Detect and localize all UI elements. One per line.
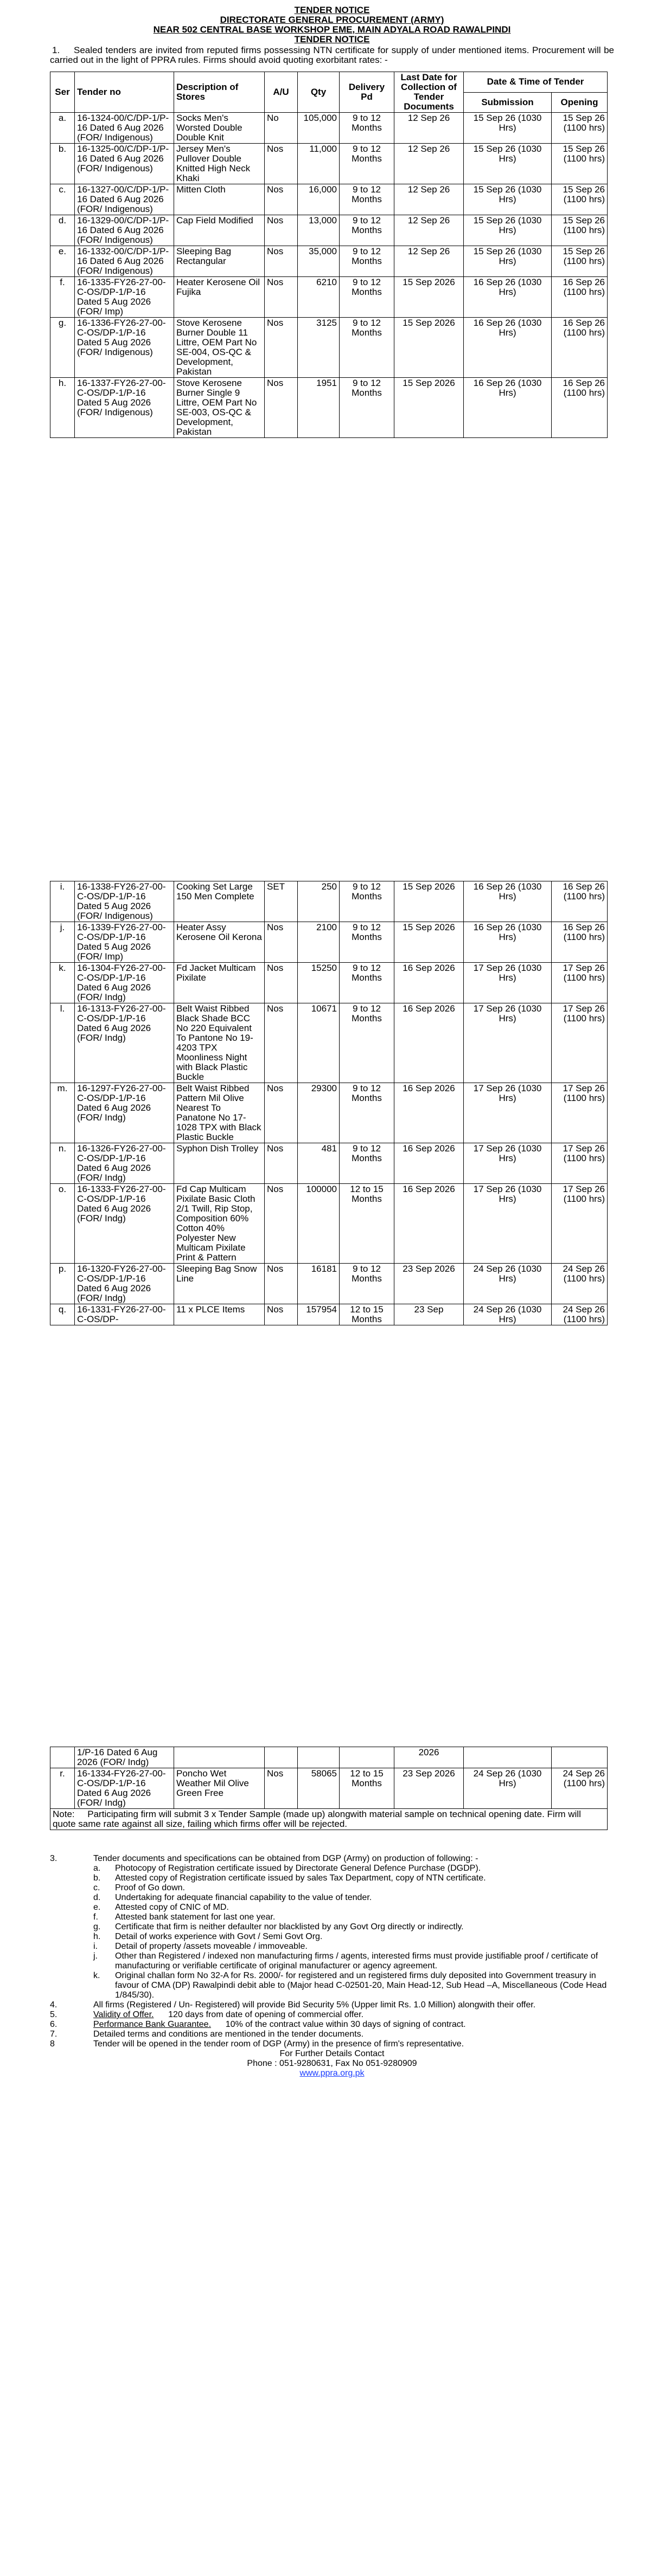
cell-last-date: 16 Sep 2026 (394, 1184, 464, 1264)
header-directorate: DIRECTORATE GENERAL PROCUREMENT (ARMY) (220, 15, 444, 25)
cell-ser: i. (50, 881, 75, 922)
header-au: A/U (265, 72, 298, 113)
term-5: 5. Validity of Offer. 120 days from date of opening of commercial offer. (50, 2010, 364, 2019)
cell-submission: 17 Sep 26 (1030 Hrs) (464, 1083, 552, 1143)
intro-paragraph (50, 46, 614, 65)
requirement-text: Attested copy of Registration certificate issued by sales Tax Department, copy of NTN certificate. (115, 1873, 486, 1883)
cell-au: Nos (265, 1768, 298, 1809)
cell-delivery: 12 to 15 Months (340, 1768, 394, 1809)
ppra-link[interactable]: www.ppra.org.pk (299, 2069, 365, 2078)
table-row (50, 215, 608, 246)
requirement-item (50, 1883, 614, 1893)
cell-au: Nos (265, 1264, 298, 1304)
table-row (50, 1264, 608, 1304)
note-row (50, 1809, 608, 1830)
requirement-item (50, 1942, 614, 1952)
cell-continued: 1/P-16 Dated 6 Aug 2026 (FOR/ Indg) (75, 1747, 174, 1768)
requirement-item (50, 1952, 614, 1971)
cell-qty: 16,000 (298, 184, 340, 215)
table-row (50, 1184, 608, 1264)
header-last-date: Last Date for Collection of Tender Documents (394, 72, 464, 113)
cell-description: Poncho Wet Weather Mil Olive Green Free (174, 1768, 265, 1809)
cell-submission: 17 Sep 26 (1030 Hrs) (464, 963, 552, 1003)
cell-qty: 105,000 (298, 113, 340, 144)
intro-text: Sealed tenders are invited from reputed firms possessing NTN certificate for supply of under mentioned items. Procurement will be carried out in the light of PPRA rules. Firms should avoid quoting exorbitant rates: - (50, 45, 614, 65)
header-date-time: Date & Time of Tender (464, 72, 608, 93)
cell-delivery: 9 to 12 Months (340, 246, 394, 277)
cell-qty: 10671 (298, 1003, 340, 1083)
cell-delivery: 9 to 12 Months (340, 277, 394, 318)
cell-submission: 24 Sep 26 (1030 Hrs) (464, 1304, 552, 1325)
cell-tender-no: 16-1336-FY26-27-00-C-OS/DP-1/P-16 Dated 5 Aug 2026 (FOR/ Indigenous) (75, 318, 174, 378)
note-label: Note: (53, 1809, 75, 1819)
term-6: 6. Performance Bank Guarantee. 10% of the contract value within 30 days of signing of contract. (50, 2020, 466, 2029)
tender-table-part-1 (50, 72, 608, 438)
cell-opening: 16 Sep 26 (1100 hrs) (552, 277, 608, 318)
cell-opening: 15 Sep 26 (1100 hrs) (552, 113, 608, 144)
cell-submission: 15 Sep 26 (1030 Hrs) (464, 246, 552, 277)
requirement-letter: h. (93, 1932, 101, 1941)
cell-tender-no: 16-1335-FY26-27-00-C-OS/DP-1/P-16 Dated 5 Aug 2026 (FOR/ Imp) (75, 277, 174, 318)
requirement-letter: e. (93, 1903, 101, 1912)
note-text: Participating firm will submit 3 x Tender Sample (made up) alongwith material sample on technical opening date. Firm will quote same rate against all size, failing which firms offer will be rejected. (53, 1809, 581, 1829)
cell-tender-no: 16-1325-00/C/DP-1/P-16 Dated 6 Aug 2026 (FOR/ Indigenous) (75, 144, 174, 184)
cell-last-date: 23 Sep 2026 (394, 1768, 464, 1809)
cell-submission: 16 Sep 26 (1030 Hrs) (464, 922, 552, 963)
cell-au: Nos (265, 922, 298, 963)
cell-au: SET (265, 881, 298, 922)
cell-last-date: 23 Sep 2026 (394, 1264, 464, 1304)
cell-au: Nos (265, 963, 298, 1003)
cell-last-date: 16 Sep 2026 (394, 1083, 464, 1143)
cell-qty: 2100 (298, 922, 340, 963)
cell-continued (340, 1747, 394, 1768)
notice-header (0, 0, 664, 44)
requirement-item (50, 1922, 614, 1932)
cell-last-date: 12 Sep 26 (394, 246, 464, 277)
cell-tender-no: 16-1324-00/C/DP-1/P-16 Dated 6 Aug 2026 (FOR/ Indigenous) (75, 113, 174, 144)
cell-au: Nos (265, 246, 298, 277)
cell-delivery: 9 to 12 Months (340, 144, 394, 184)
cell-au: Nos (265, 378, 298, 438)
cell-opening: 16 Sep 26 (1100 hrs) (552, 318, 608, 378)
cell-qty: 35,000 (298, 246, 340, 277)
cell-ser: c. (50, 184, 75, 215)
cell-submission: 16 Sep 26 (1030 Hrs) (464, 881, 552, 922)
term-3: 3. Tender documents and specifications can be obtained from DGP (Army) on production of following: - (50, 1854, 478, 1863)
cell-opening: 15 Sep 26 (1100 hrs) (552, 144, 608, 184)
cell-submission: 17 Sep 26 (1030 Hrs) (464, 1143, 552, 1184)
cell-submission: 17 Sep 26 (1030 Hrs) (464, 1184, 552, 1264)
cell-last-date: 16 Sep 2026 (394, 1143, 464, 1184)
header-address: NEAR 502 CENTRAL BASE WORKSHOP EME, MAIN ADYALA ROAD RAWALPINDI (153, 24, 511, 35)
cell-submission: 15 Sep 26 (1030 Hrs) (464, 184, 552, 215)
cell-tender-no: 16-1331-FY26-27-00-C-OS/DP- (75, 1304, 174, 1325)
cell-opening: 17 Sep 26 (1100 hrs) (552, 1003, 608, 1083)
cell-description: Cap Field Modified (174, 215, 265, 246)
table-row (50, 881, 608, 922)
cell-au: Nos (265, 1184, 298, 1264)
cell-au: Nos (265, 318, 298, 378)
cell-tender-no: 16-1338-FY26-27-00-C-OS/DP-1/P-16 Dated 5 Aug 2026 (FOR/ Indigenous) (75, 881, 174, 922)
cell-tender-no: 16-1313-FY26-27-00-C-OS/DP-1/P-16 Dated 6 Aug 2026 (FOR/ Indg) (75, 1003, 174, 1083)
table-row (50, 1143, 608, 1184)
cell-opening: 24 Sep 26 (1100 hrs) (552, 1264, 608, 1304)
cell-qty: 13,000 (298, 215, 340, 246)
cell-opening: 16 Sep 26 (1100 hrs) (552, 922, 608, 963)
term-7: 7. Detailed terms and conditions are mentioned in the tender documents. (50, 2030, 364, 2039)
requirement-item (50, 1873, 614, 1883)
cell-ser: n. (50, 1143, 75, 1184)
cell-last-date: 15 Sep 2026 (394, 922, 464, 963)
requirement-text: Detail of works experience with Govt / Semi Govt Org. (115, 1932, 323, 1941)
cell-ser: f. (50, 277, 75, 318)
cell-tender-no: 16-1333-FY26-27-00-C-OS/DP-1/P-16 Dated 6 Aug 2026 (FOR/ Indg) (75, 1184, 174, 1264)
header-tender-no: Tender no (75, 72, 174, 113)
cell-qty: 1951 (298, 378, 340, 438)
cell-ser: e. (50, 246, 75, 277)
cell-description: Sleeping Bag Snow Line (174, 1264, 265, 1304)
cell-last-date: 15 Sep 2026 (394, 881, 464, 922)
table-row (50, 1003, 608, 1083)
requirement-letter: f. (93, 1912, 98, 1922)
requirement-text: Detail of property /assets moveable / immoveable. (115, 1942, 308, 1951)
cell-last-date: 12 Sep 26 (394, 215, 464, 246)
tender-table-part-3 (50, 1747, 608, 1830)
table-row (50, 922, 608, 963)
table-row (50, 246, 608, 277)
cell-qty: 58065 (298, 1768, 340, 1809)
cell-submission: 15 Sep 26 (1030 Hrs) (464, 113, 552, 144)
requirement-text: Proof of Go down. (115, 1883, 185, 1892)
cell-delivery: 9 to 12 Months (340, 922, 394, 963)
cell-continued (174, 1747, 265, 1768)
requirement-letter: g. (93, 1922, 101, 1931)
cell-last-date: 15 Sep 2026 (394, 378, 464, 438)
cell-ser: d. (50, 215, 75, 246)
requirement-text: Original challan form No 32-A for Rs. 2000/- for registered and un registered firms duly deposited into Government treasury in favour of CMA (DP) Rawalpindi debit able to (Major head C-02501-20, Main Head-12, Sub Head –A, Miscellaneous (Code Head 1/845/30). (115, 1971, 607, 2000)
cell-last-date: 15 Sep 2026 (394, 277, 464, 318)
cell-submission: 15 Sep 26 (1030 Hrs) (464, 144, 552, 184)
cell-qty: 481 (298, 1143, 340, 1184)
cell-opening: 15 Sep 26 (1100 hrs) (552, 184, 608, 215)
table-row (50, 318, 608, 378)
cell-last-date: 16 Sep 2026 (394, 963, 464, 1003)
cell-delivery: 9 to 12 Months (340, 318, 394, 378)
cell-qty: 100000 (298, 1184, 340, 1264)
cell-description: Heater Kerosene Oil Fujika (174, 277, 265, 318)
cell-description: Sleeping Bag Rectangular (174, 246, 265, 277)
intro-number: 1. (52, 45, 60, 55)
cell-qty: 11,000 (298, 144, 340, 184)
requirement-item (50, 1864, 614, 1873)
cell-delivery: 9 to 12 Months (340, 184, 394, 215)
cell-ser: g. (50, 318, 75, 378)
cell-opening: 24 Sep 26 (1100 hrs) (552, 1304, 608, 1325)
requirement-item (50, 1903, 614, 1912)
cell-continued (464, 1747, 552, 1768)
cell-delivery: 9 to 12 Months (340, 881, 394, 922)
cell-description: Syphon Dish Trolley (174, 1143, 265, 1184)
header-ser: Ser (50, 72, 75, 113)
cell-delivery: 9 to 12 Months (340, 113, 394, 144)
cell-ser: o. (50, 1184, 75, 1264)
table-row (50, 277, 608, 318)
table-row (50, 144, 608, 184)
table-row (50, 184, 608, 215)
cell-au: Nos (265, 184, 298, 215)
cell-delivery: 9 to 12 Months (340, 1083, 394, 1143)
cell-description: Stove Kerosene Burner Double 11 Littre, OEM Part No SE-004, OS-QC & Development, Pakistan (174, 318, 265, 378)
cell-au: Nos (265, 1003, 298, 1083)
cell-submission: 24 Sep 26 (1030 Hrs) (464, 1768, 552, 1809)
cell-qty: 250 (298, 881, 340, 922)
cell-tender-no: 16-1334-FY26-27-00-C-OS/DP-1/P-16 Dated 6 Aug 2026 (FOR/ Indg) (75, 1768, 174, 1809)
cell-tender-no: 16-1327-00/C/DP-1/P-16 Dated 6 Aug 2026 (FOR/ Indigenous) (75, 184, 174, 215)
cell-submission: 16 Sep 26 (1030 Hrs) (464, 318, 552, 378)
cell-opening: 17 Sep 26 (1100 hrs) (552, 963, 608, 1003)
term-8: 8 Tender will be opened in the tender room of DGP (Army) in the presence of firm's representative. (50, 2039, 464, 2049)
cell-au: No (265, 113, 298, 144)
cell-tender-no: 16-1339-FY26-27-00-C-OS/DP-1/P-16 Dated 5 Aug 2026 (FOR/ Imp) (75, 922, 174, 963)
header-description: Description of Stores (174, 72, 265, 113)
cell-description: Jersey Men's Pullover Double Knitted High Neck Khaki (174, 144, 265, 184)
requirement-letter: d. (93, 1893, 101, 1902)
cell-au: Nos (265, 1083, 298, 1143)
cell-delivery: 12 to 15 Months (340, 1304, 394, 1325)
cell-submission: 15 Sep 26 (1030 Hrs) (464, 215, 552, 246)
cell-qty: 3125 (298, 318, 340, 378)
cell-delivery: 9 to 12 Months (340, 1264, 394, 1304)
requirement-item (50, 1932, 614, 1942)
cell-continued (552, 1747, 608, 1768)
cell-submission: 16 Sep 26 (1030 Hrs) (464, 378, 552, 438)
table-row (50, 378, 608, 438)
cell-opening: 15 Sep 26 (1100 hrs) (552, 246, 608, 277)
cell-opening: 15 Sep 26 (1100 hrs) (552, 215, 608, 246)
header-subtitle: TENDER NOTICE (294, 34, 370, 44)
cell-description: Fd Cap Multicam Pixilate Basic Cloth 2/1 Twill, Rip Stop, Composition 60% Cotton 40% Polyester New Multicam Pixilate Print & Pattern (174, 1184, 265, 1264)
cell-ser: k. (50, 963, 75, 1003)
requirement-letter: b. (93, 1873, 101, 1883)
cell-submission: 17 Sep 26 (1030 Hrs) (464, 1003, 552, 1083)
cell-qty: 16181 (298, 1264, 340, 1304)
requirement-item (50, 1893, 614, 1903)
cell-opening: 17 Sep 26 (1100 hrs) (552, 1083, 608, 1143)
cell-au: Nos (265, 215, 298, 246)
contact-footer (50, 2049, 614, 2078)
cell-description: 11 x PLCE Items (174, 1304, 265, 1325)
cell-delivery: 9 to 12 Months (340, 963, 394, 1003)
contact-phone: Phone : 051-9280631, Fax No 051-9280909 (247, 2059, 417, 2068)
term-4: 4. All firms (Registered / Un- Registered) will provide Bid Security 5% (Upper limit Rs. 1.0 Million) alongwith their offer. (50, 2000, 536, 2010)
cell-tender-no: 16-1320-FY26-27-00-C-OS/DP-1/P-16 Dated 6 Aug 2026 (FOR/ Indg) (75, 1264, 174, 1304)
cell-qty: 29300 (298, 1083, 340, 1143)
requirement-letter: a. (93, 1864, 101, 1873)
cell-last-date: 12 Sep 26 (394, 113, 464, 144)
cell-au: Nos (265, 1304, 298, 1325)
cell-delivery: 9 to 12 Months (340, 215, 394, 246)
header-opening: Opening (552, 92, 608, 113)
requirement-letter: j. (93, 1952, 98, 1961)
cell-opening: 17 Sep 26 (1100 hrs) (552, 1184, 608, 1264)
cell-au: Nos (265, 144, 298, 184)
cell-ser: j. (50, 922, 75, 963)
cell-qty: 6210 (298, 277, 340, 318)
cell-description: Belt Waist Ribbed Black Shade BCC No 220 Equivalent To Pantone No 19-4203 TPX Moonliness Night with Black Plastic Buckle (174, 1003, 265, 1083)
cell-last-date: 12 Sep 26 (394, 184, 464, 215)
contact-heading: For Further Details Contact (279, 2049, 385, 2058)
cell-description: Cooking Set Large 150 Men Complete (174, 881, 265, 922)
cell-description: Socks Men's Worsted Double Double Knit (174, 113, 265, 144)
requirement-letter: c. (93, 1883, 100, 1892)
cell-last-date: 16 Sep 2026 (394, 1003, 464, 1083)
cell-ser: m. (50, 1083, 75, 1143)
cell-tender-no: 16-1337-FY26-27-00-C-OS/DP-1/P-16 Dated 5 Aug 2026 (FOR/ Indigenous) (75, 378, 174, 438)
cell-tender-no: 16-1304-FY26-27-00-C-OS/DP-1/P-16 Dated 6 Aug 2026 (FOR/ Indg) (75, 963, 174, 1003)
table-row (50, 113, 608, 144)
cell-opening: 16 Sep 26 (1100 hrs) (552, 378, 608, 438)
cell-continued (265, 1747, 298, 1768)
cell-ser: h. (50, 378, 75, 438)
table-row (50, 1083, 608, 1143)
cell-tender-no: 16-1332-00/C/DP-1/P-16 Dated 6 Aug 2026 (FOR/ Indigenous) (75, 246, 174, 277)
cell-tender-no: 16-1326-FY26-27-00-C-OS/DP-1/P-16 Dated 6 Aug 2026 (FOR/ Indg) (75, 1143, 174, 1184)
tender-table-part-2 (50, 881, 608, 1325)
cell-opening: 16 Sep 26 (1100 hrs) (552, 881, 608, 922)
header-submission: Submission (464, 92, 552, 113)
cell-last-date: 12 Sep 26 (394, 144, 464, 184)
requirement-letter: i. (93, 1942, 98, 1951)
cell-ser: b. (50, 144, 75, 184)
requirement-text: Photocopy of Registration certificate issued by Directorate General Defence Purchase (DGDP). (115, 1864, 481, 1873)
header-delivery: Delivery Pd (340, 72, 394, 113)
requirement-text: Other than Registered / indexed non manufacturing firms / agents, interested firms must provide justifiable proof / certificate of manufacturing or verifiable certificate of original manufacturer or agency agreement. (115, 1952, 598, 1970)
cell-continued (50, 1747, 75, 1768)
table-row (50, 1768, 608, 1809)
cell-ser: l. (50, 1003, 75, 1083)
cell-tender-no: 16-1329-00/C/DP-1/P-16 Dated 6 Aug 2026 (FOR/ Indigenous) (75, 215, 174, 246)
cell-ser: p. (50, 1264, 75, 1304)
requirement-text: Attested bank statement for last one year. (115, 1912, 276, 1922)
cell-opening: 17 Sep 26 (1100 hrs) (552, 1143, 608, 1184)
cell-description: Heater Assy Kerosene Oil Kerona (174, 922, 265, 963)
requirement-text: Attested copy of CNIC of MD. (115, 1903, 229, 1912)
cell-tender-no: 16-1297-FY26-27-00-C-OS/DP-1/P-16 Dated 6 Aug 2026 (FOR/ Indg) (75, 1083, 174, 1143)
table-row (50, 1304, 608, 1325)
cell-description: Mitten Cloth (174, 184, 265, 215)
cell-submission: 16 Sep 26 (1030 Hrs) (464, 277, 552, 318)
cell-ser: q. (50, 1304, 75, 1325)
cell-au: Nos (265, 1143, 298, 1184)
cell-delivery: 9 to 12 Months (340, 1003, 394, 1083)
cell-description: Belt Waist Ribbed Pattern Mil Olive Nearest To Panatone No 17-1028 TPX with Black Plastic Buckle (174, 1083, 265, 1143)
cell-submission: 24 Sep 26 (1030 Hrs) (464, 1264, 552, 1304)
document-requirements-list (50, 1864, 614, 2000)
requirement-text: Undertaking for adequate financial capability to the value of tender. (115, 1893, 372, 1902)
header-title: TENDER NOTICE (294, 5, 370, 15)
cell-delivery: 9 to 12 Months (340, 1143, 394, 1184)
cell-ser: r. (50, 1768, 75, 1809)
cell-continued: 2026 (394, 1747, 464, 1768)
cell-qty: 157954 (298, 1304, 340, 1325)
requirement-text: Certificate that firm is neither defaulter nor blacklisted by any Govt Org directly or indirectly. (115, 1922, 464, 1931)
requirement-letter: k. (93, 1971, 100, 1980)
table-row (50, 963, 608, 1003)
cell-opening: 24 Sep 26 (1100 hrs) (552, 1768, 608, 1809)
cell-description: Fd Jacket Multicam Pixilate (174, 963, 265, 1003)
cell-qty: 15250 (298, 963, 340, 1003)
cell-delivery: 9 to 12 Months (340, 378, 394, 438)
table-row-continued (50, 1747, 608, 1768)
cell-au: Nos (265, 277, 298, 318)
cell-ser: a. (50, 113, 75, 144)
cell-last-date: 15 Sep 2026 (394, 318, 464, 378)
cell-continued (298, 1747, 340, 1768)
requirement-item (50, 1912, 614, 1922)
cell-delivery: 12 to 15 Months (340, 1184, 394, 1264)
terms-section (50, 1854, 614, 2078)
cell-description: Stove Kerosene Burner Single 9 Littre, OEM Part No SE-003, OS-QC & Development, Pakistan (174, 378, 265, 438)
cell-last-date: 23 Sep (394, 1304, 464, 1325)
header-qty: Qty (298, 72, 340, 113)
requirement-item (50, 1971, 614, 2000)
